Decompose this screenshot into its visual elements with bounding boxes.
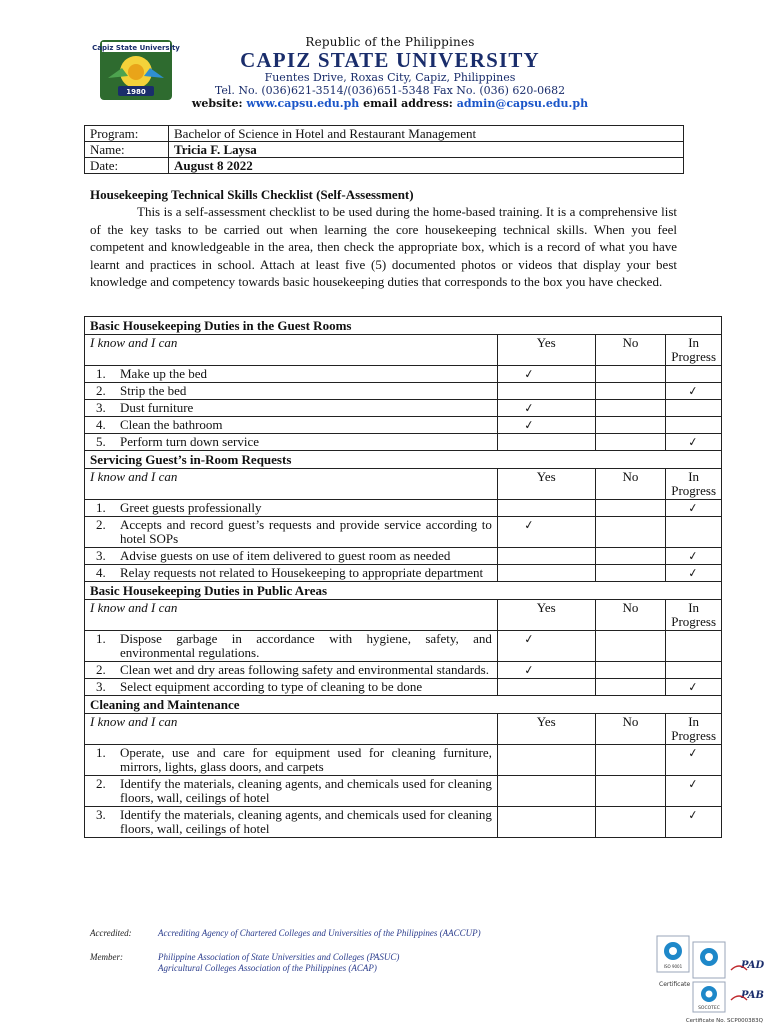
pab-logo-text: PAB <box>741 990 765 1001</box>
task-number: 3. <box>96 548 106 563</box>
info-value: Bachelor of Science in Hotel and Restaurant Management <box>169 126 684 142</box>
check-mark-icon: ✓ <box>687 807 700 823</box>
task-text: Dispose garbage in accordance with hygiene, safety, and environmental regulations. <box>120 631 492 660</box>
info-row <box>85 126 684 142</box>
check-mark-icon: ✓ <box>522 366 535 382</box>
check-mark-icon: ✓ <box>522 631 535 647</box>
header-task: I know and I can <box>85 469 498 500</box>
check-cell[interactable] <box>666 631 722 662</box>
section-title-row <box>85 451 722 469</box>
header-in-progress: In Progress <box>666 469 722 500</box>
intro-paragraph: This is a self-assessment checklist to be used during the home-based training. It is a comprehensive list of the key tasks to be carried out when learning the core housekeeping technical skills. When you feel competent and knowledgeable in the area, then check the appropriate box, which is a record of what you have learnt and practices in school. Attach at least five (5) documented photos or videos that display your best knowledge and competency towards basic housekeeping duties that corresponds to the box you have checked. <box>90 204 677 289</box>
header-task: I know and I can <box>85 600 498 631</box>
check-mark-icon: ✓ <box>687 383 700 399</box>
task-cell <box>85 500 498 517</box>
task-row <box>85 383 722 400</box>
check-mark-icon: ✓ <box>687 776 700 792</box>
letterhead-text <box>190 36 590 110</box>
header-task: I know and I can <box>85 714 498 745</box>
logo-year: 1980 <box>126 88 146 96</box>
task-text: Advise guests on use of item delivered to guest room as needed <box>120 548 451 563</box>
task-cell <box>85 366 498 383</box>
check-cell[interactable] <box>666 745 722 776</box>
task-row <box>85 631 722 662</box>
column-header-row <box>85 469 722 500</box>
section-title: Basic Housekeeping Duties in Public Areas <box>85 582 722 600</box>
checklist-title: Housekeeping Technical Skills Checklist (Self-Assessment) <box>90 187 414 202</box>
skills-checklist-table <box>84 316 722 838</box>
check-cell[interactable] <box>595 366 666 383</box>
task-number: 3. <box>96 679 106 694</box>
header-no: No <box>595 335 666 366</box>
check-cell[interactable] <box>497 548 595 565</box>
task-cell <box>85 807 498 838</box>
member-value-2: Agricultural Colleges Association of the Philippines (ACAP) <box>158 963 377 973</box>
check-cell[interactable] <box>666 548 722 565</box>
letterhead <box>0 0 768 110</box>
task-row <box>85 366 722 383</box>
task-number: 3. <box>96 807 106 822</box>
check-cell[interactable] <box>666 565 722 582</box>
email-label: email address: <box>363 97 453 110</box>
task-row <box>85 500 722 517</box>
check-cell[interactable] <box>595 745 666 776</box>
task-number: 1. <box>96 745 106 760</box>
check-cell[interactable] <box>666 383 722 400</box>
section-title-row <box>85 317 722 335</box>
check-cell[interactable] <box>497 383 595 400</box>
task-row <box>85 776 722 807</box>
task-number: 3. <box>96 400 106 415</box>
badge1-iso: ISO 9001 <box>663 964 683 969</box>
website-label: website: <box>191 97 243 110</box>
check-cell[interactable] <box>497 434 595 451</box>
header-yes: Yes <box>497 600 595 631</box>
task-number: 4. <box>96 417 106 432</box>
task-text: Operate, use and care for equipment used for cleaning furniture, mirrors, lights, glass doors, and carpets <box>120 745 492 774</box>
check-cell[interactable] <box>666 807 722 838</box>
header-in-progress: In Progress <box>666 335 722 366</box>
section-title: Servicing Guest’s in-Room Requests <box>85 451 722 469</box>
info-label: Date: <box>85 158 169 174</box>
task-text: Strip the bed <box>120 383 187 398</box>
task-text: Make up the bed <box>120 366 208 381</box>
check-cell[interactable] <box>497 500 595 517</box>
header-task: I know and I can <box>85 335 498 366</box>
check-cell[interactable] <box>595 565 666 582</box>
task-row <box>85 548 722 565</box>
task-cell <box>85 417 498 434</box>
task-row <box>85 517 722 548</box>
task-cell <box>85 565 498 582</box>
task-cell <box>85 517 498 548</box>
task-number: 1. <box>96 366 106 381</box>
task-number: 4. <box>96 565 106 580</box>
check-cell[interactable] <box>666 366 722 383</box>
certification-badges <box>655 934 767 1024</box>
header-yes: Yes <box>497 469 595 500</box>
pad-logo-text: PAD <box>741 960 765 971</box>
check-cell[interactable] <box>497 631 595 662</box>
header-yes: Yes <box>497 335 595 366</box>
check-cell[interactable] <box>666 679 722 696</box>
socotec-badge-icon <box>657 936 689 972</box>
task-row <box>85 565 722 582</box>
check-cell[interactable] <box>666 500 722 517</box>
check-mark-icon: ✓ <box>687 500 700 516</box>
socotec-badge-icon <box>693 982 725 1012</box>
task-text: Relay requests not related to Housekeeping to appropriate department <box>120 565 484 580</box>
section-title-row <box>85 582 722 600</box>
header-no: No <box>595 469 666 500</box>
task-number: 2. <box>96 662 106 677</box>
address-line: Fuentes Drive, Roxas City, Capiz, Philippines <box>264 71 516 84</box>
check-mark-icon: ✓ <box>687 548 700 564</box>
info-value: August 8 2022 <box>169 158 684 174</box>
check-cell[interactable] <box>497 662 595 679</box>
university-seal-logo <box>92 38 180 102</box>
republic-line: Republic of the Philippines <box>305 35 475 49</box>
task-row <box>85 745 722 776</box>
task-text: Identify the materials, cleaning agents, and chemicals used for cleaning floors, wall, ceilings of hotel <box>120 807 492 836</box>
check-cell[interactable] <box>497 776 595 807</box>
info-row <box>85 158 684 174</box>
info-row <box>85 142 684 158</box>
check-cell[interactable] <box>595 776 666 807</box>
section-title: Basic Housekeeping Duties in the Guest Rooms <box>85 317 722 335</box>
task-text: Identify the materials, cleaning agents, and chemicals used for cleaning floors, wall, ceilings of hotel <box>120 776 492 805</box>
task-number: 1. <box>96 631 106 646</box>
task-text: Select equipment according to type of cleaning to be done <box>120 679 423 694</box>
accredited-value: Accrediting Agency of Chartered Colleges and Universities of the Philippines (AACCUP) <box>158 928 481 938</box>
check-cell[interactable] <box>666 417 722 434</box>
task-row <box>85 679 722 696</box>
university-name: CAPIZ STATE UNIVERSITY <box>240 48 540 72</box>
task-row <box>85 417 722 434</box>
section-title: Cleaning and Maintenance <box>85 696 722 714</box>
check-cell[interactable] <box>595 631 666 662</box>
check-cell[interactable] <box>666 434 722 451</box>
task-number: 5. <box>96 434 106 449</box>
check-cell[interactable] <box>666 776 722 807</box>
check-cell[interactable] <box>595 383 666 400</box>
student-info-table <box>84 125 684 174</box>
info-label: Name: <box>85 142 169 158</box>
task-number: 2. <box>96 517 106 532</box>
check-cell[interactable] <box>497 400 595 417</box>
check-cell[interactable] <box>595 500 666 517</box>
info-label: Program: <box>85 126 169 142</box>
task-text: Accepts and record guest’s requests and provide service according to hotel SOPs <box>120 517 492 546</box>
header-in-progress: In Progress <box>666 714 722 745</box>
check-cell[interactable] <box>666 400 722 417</box>
accredited-label: Accredited: <box>90 928 132 938</box>
check-mark-icon: ✓ <box>687 679 700 695</box>
check-cell[interactable] <box>497 679 595 696</box>
member-value-1: Philippine Association of State Universities and Colleges (PASUC) <box>158 952 400 962</box>
task-number: 2. <box>96 383 106 398</box>
check-cell[interactable] <box>595 434 666 451</box>
task-text: Perform turn down service <box>120 434 259 449</box>
check-cell[interactable] <box>595 517 666 548</box>
column-header-row <box>85 335 722 366</box>
check-mark-icon: ✓ <box>522 662 535 678</box>
email-link[interactable]: admin@capsu.edu.ph <box>456 97 589 110</box>
task-cell <box>85 662 498 679</box>
task-row <box>85 662 722 679</box>
website-line <box>190 97 590 110</box>
member-label: Member: <box>90 952 123 962</box>
task-number: 1. <box>96 500 106 515</box>
check-mark-icon: ✓ <box>522 517 535 533</box>
column-header-row <box>85 600 722 631</box>
check-cell[interactable] <box>595 662 666 679</box>
task-text: Clean the bathroom <box>120 417 223 432</box>
logo-text: Capiz State University <box>92 44 180 52</box>
telephone-line: Tel. No. (036)621-3514/(036)651-5348 Fax No. (036) 620-0682 <box>214 84 566 97</box>
check-cell[interactable] <box>497 807 595 838</box>
socotec-badge-icon <box>693 942 725 978</box>
task-text: Dust furniture <box>120 400 194 415</box>
check-cell[interactable] <box>595 400 666 417</box>
task-row <box>85 807 722 838</box>
certificate-text: Certificate <box>659 981 691 988</box>
check-cell[interactable] <box>595 417 666 434</box>
check-cell[interactable] <box>497 417 595 434</box>
check-cell[interactable] <box>497 565 595 582</box>
task-row <box>85 400 722 417</box>
header-in-progress: In Progress <box>666 600 722 631</box>
check-cell[interactable] <box>595 807 666 838</box>
website-link[interactable]: www.capsu.edu.ph <box>246 97 360 110</box>
check-cell[interactable] <box>595 679 666 696</box>
check-mark-icon: ✓ <box>522 400 535 416</box>
check-cell[interactable] <box>595 548 666 565</box>
header-no: No <box>595 600 666 631</box>
section-title-row <box>85 696 722 714</box>
task-text: Clean wet and dry areas following safety and environmental standards. <box>120 662 489 677</box>
check-cell[interactable] <box>497 745 595 776</box>
check-cell[interactable] <box>497 366 595 383</box>
task-text: Greet guests professionally <box>120 500 262 515</box>
task-cell <box>85 400 498 417</box>
task-cell <box>85 631 498 662</box>
header-yes: Yes <box>497 714 595 745</box>
check-mark-icon: ✓ <box>687 565 700 581</box>
certificate-number: Certificate No. SCP000383Q <box>685 1018 763 1024</box>
check-cell[interactable] <box>497 517 595 548</box>
task-cell <box>85 745 498 776</box>
task-number: 2. <box>96 776 106 791</box>
task-cell <box>85 548 498 565</box>
column-header-row <box>85 714 722 745</box>
check-cell[interactable] <box>666 517 722 548</box>
check-mark-icon: ✓ <box>687 745 700 761</box>
check-mark-icon: ✓ <box>522 417 535 433</box>
check-mark-icon: ✓ <box>687 434 700 450</box>
check-cell[interactable] <box>666 662 722 679</box>
task-cell <box>85 776 498 807</box>
badge-socotec-text: SOCOTEC <box>698 1006 720 1011</box>
header-no: No <box>595 714 666 745</box>
task-cell <box>85 679 498 696</box>
task-cell <box>85 434 498 451</box>
info-value: Tricia F. Laysa <box>169 142 684 158</box>
task-cell <box>85 383 498 400</box>
task-row <box>85 434 722 451</box>
